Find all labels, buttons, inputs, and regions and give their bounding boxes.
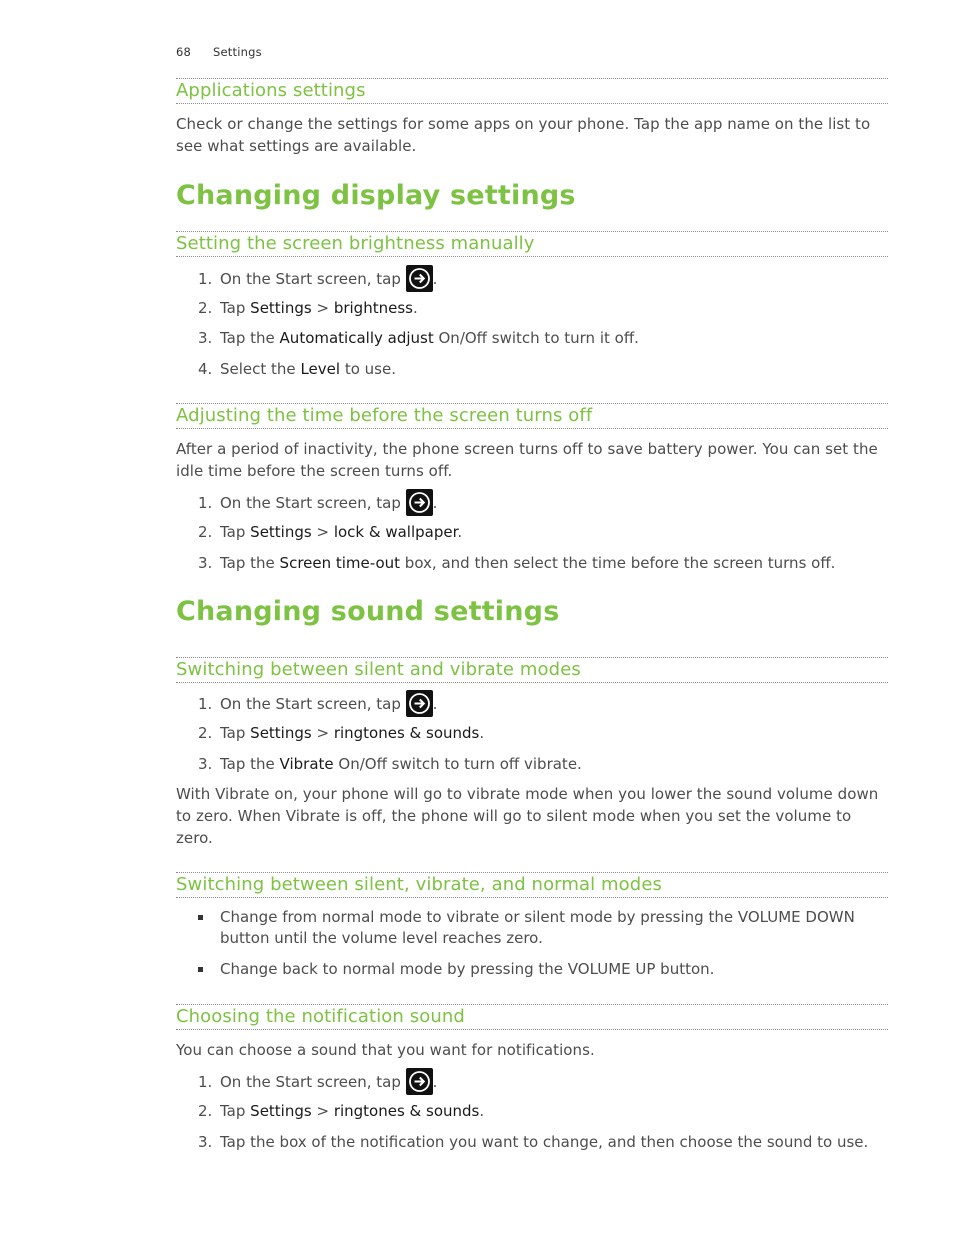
header-section: Settings (213, 45, 262, 59)
notification-step-2: 2. Tap Settings > ringtones & sounds. (198, 1102, 485, 1120)
notification-step-3: 3. Tap the box of the notification you want to change, and then choose the sound to use. (198, 1133, 869, 1151)
silent-vibrate-heading: Switching between silent and vibrate modes (176, 657, 888, 683)
timeout-step-1: 1. On the Start screen, tap . (198, 490, 888, 517)
arrow-right-icon (406, 265, 433, 292)
silent-vibrate-step-3: 3. Tap the Vibrate On/Off switch to turn off vibrate. (198, 755, 582, 773)
applications-settings-heading: Applications settings (176, 78, 888, 104)
modes-bullet-2: Change back to normal mode by pressing the VOLUME UP button. (198, 959, 888, 980)
page-number: 68 (176, 45, 192, 59)
silent-vibrate-step-1: 1. On the Start screen, tap . (198, 691, 888, 718)
arrow-right-icon (406, 690, 433, 717)
notification-step-1: 1. On the Start screen, tap . (198, 1069, 888, 1096)
screen-timeout-text: After a period of inactivity, the phone screen turns off to save battery power. You can set the idle time before the screen turns off. (176, 440, 878, 480)
brightness-heading: Setting the screen brightness manually (176, 231, 888, 257)
screen-timeout-heading: Adjusting the time before the screen turns off (176, 403, 888, 429)
brightness-step-3: 3. Tap the Automatically adjust On/Off switch to turn it off. (198, 329, 639, 347)
timeout-step-3: 3. Tap the Screen time-out box, and then select the time before the screen turns off. (198, 554, 836, 572)
bullet-marker (198, 915, 203, 920)
display-settings-title: Changing display settings (176, 180, 576, 211)
timeout-step-2: 2. Tap Settings > lock & wallpaper. (198, 523, 463, 541)
applications-settings-text: Check or change the settings for some apps on your phone. Tap the app name on the list to see what settings are available. (176, 115, 871, 155)
brightness-step-4: 4. Select the Level to use. (198, 360, 396, 378)
arrow-right-icon (406, 1068, 433, 1095)
running-header (176, 45, 262, 59)
notification-sound-heading: Choosing the notification sound (176, 1004, 888, 1030)
modes-bullet-1: Change from normal mode to vibrate or silent mode by pressing the VOLUME DOWN button until the volume level reaches zero. (198, 907, 888, 949)
arrow-right-icon (406, 489, 433, 516)
sound-settings-title: Changing sound settings (176, 596, 560, 627)
silent-vibrate-step-2: 2. Tap Settings > ringtones & sounds. (198, 724, 485, 742)
brightness-step-1: 1. On the Start screen, tap . (198, 266, 888, 293)
modes-heading: Switching between silent, vibrate, and normal modes (176, 872, 888, 898)
notification-sound-text: You can choose a sound that you want for notifications. (176, 1041, 595, 1059)
brightness-step-2: 2. Tap Settings > brightness. (198, 299, 418, 317)
vibrate-explanation-text: With Vibrate on, your phone will go to vibrate mode when you lower the sound volume down to zero. When Vibrate is off, the phone will go to silent mode when you set the volume to zero. (176, 785, 879, 847)
bullet-marker (198, 967, 203, 972)
